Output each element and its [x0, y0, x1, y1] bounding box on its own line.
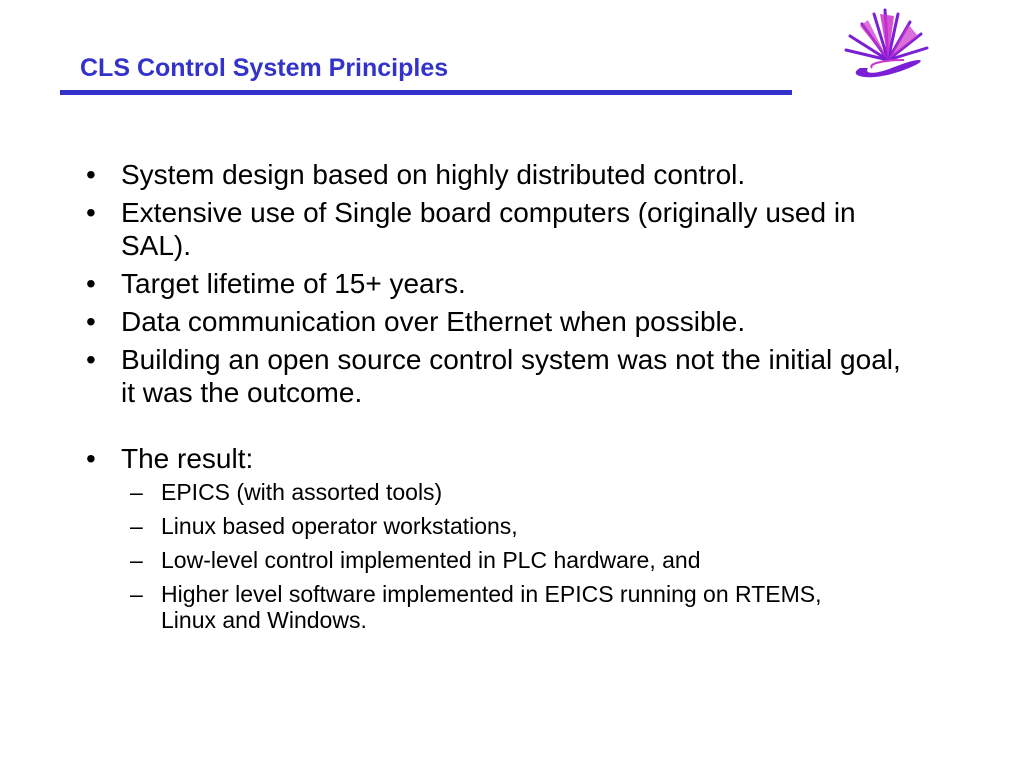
bullet-item	[0, 343, 921, 409]
cls-starburst-logo-icon	[838, 4, 936, 84]
bullet-marker: •	[86, 306, 96, 337]
bullet-marker: •	[86, 443, 96, 474]
sub-bullet-text: EPICS (with assorted tools)	[161, 479, 443, 505]
bullet-text: The result:	[121, 443, 254, 474]
sub-bullet-marker: –	[130, 479, 143, 505]
sub-bullet-item	[0, 547, 881, 573]
bullet-text: Data communication over Ethernet when possible.	[121, 306, 746, 337]
bullet-marker: •	[86, 344, 96, 375]
sub-bullet-item	[0, 581, 881, 633]
sub-bullet-marker: –	[130, 581, 143, 607]
title-underline	[60, 90, 792, 95]
bullet-item	[0, 196, 921, 262]
bullet-list	[0, 158, 1024, 641]
sub-bullet-text: Low-level control implemented in PLC hardware, and	[161, 547, 701, 573]
bullet-marker: •	[86, 197, 96, 228]
sub-bullet-item	[0, 513, 881, 539]
sub-bullet-list	[121, 479, 921, 633]
bullet-text: System design based on highly distributed control.	[121, 159, 746, 190]
sub-bullet-item	[0, 479, 881, 505]
sub-bullet-text: Higher level software implemented in EPICS running on RTEMS, Linux and Windows.	[161, 581, 822, 633]
bullet-text: Target lifetime of 15+ years.	[121, 268, 466, 299]
bullet-item	[0, 267, 921, 300]
bullet-marker: •	[86, 159, 96, 190]
bullet-item	[0, 158, 921, 191]
sub-bullet-marker: –	[130, 547, 143, 573]
sub-bullet-text: Linux based operator workstations,	[161, 513, 518, 539]
sub-bullet-marker: –	[130, 513, 143, 539]
bullet-text: Building an open source control system was not the initial goal, it was the outcome.	[121, 344, 901, 408]
bullet-marker: •	[86, 268, 96, 299]
bullet-item	[0, 305, 921, 338]
slide-title: CLS Control System Principles	[80, 54, 449, 82]
bullet-text: Extensive use of Single board computers (originally used in SAL).	[121, 197, 856, 261]
bullet-item-result	[0, 442, 921, 633]
